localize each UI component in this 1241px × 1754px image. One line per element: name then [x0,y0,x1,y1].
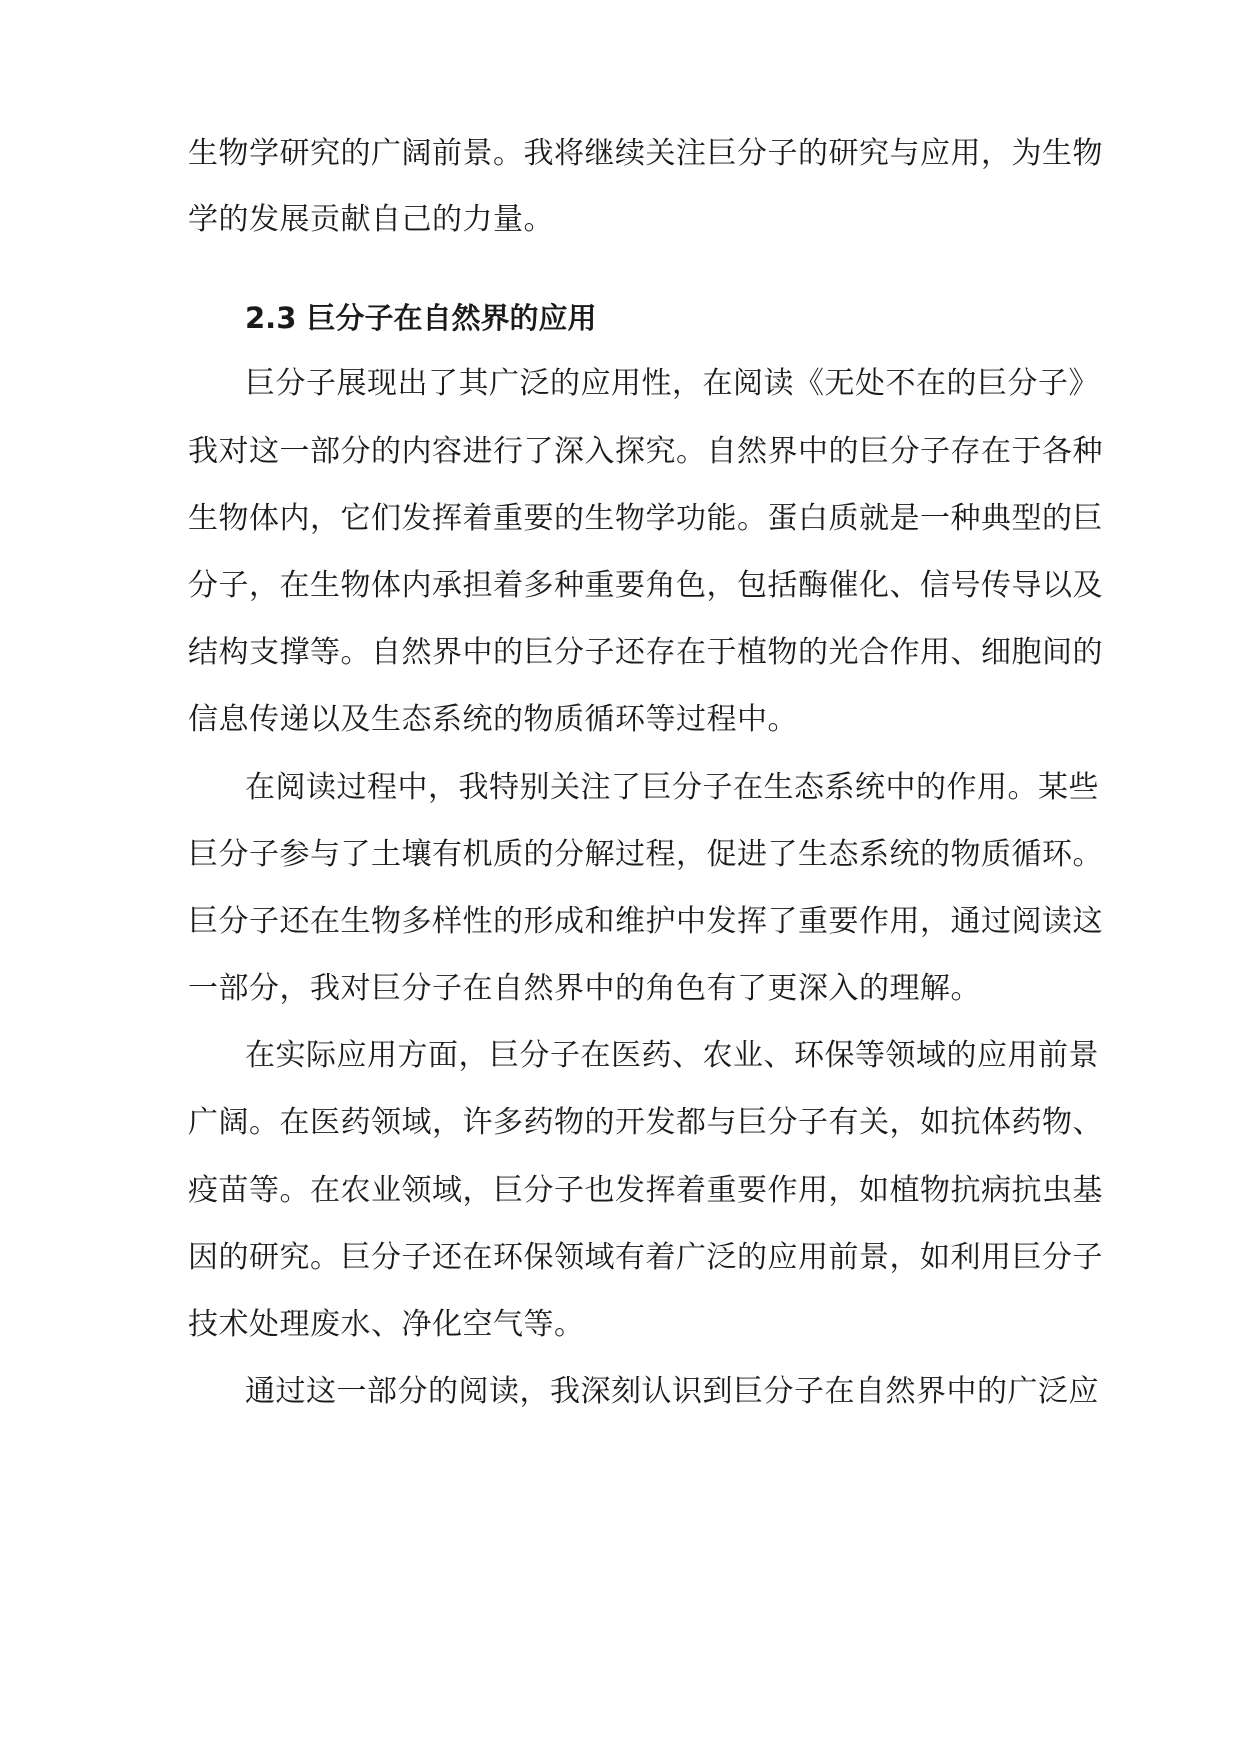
paragraph-line: 巨分子还在生物多样性的形成和维护中发挥了重要作用，通过阅读这 [188,904,1103,939]
paragraph-line: 信息传递以及生态系统的物质循环等过程中。 [188,702,798,737]
paragraph-line: 结构支撑等。自然界中的巨分子还存在于植物的光合作用、细胞间的 [188,635,1103,670]
paragraph-line: 巨分子展现出了其广泛的应用性，在阅读《无处不在的巨分子》 [245,366,1099,401]
paragraph-line: 疫苗等。在农业领域，巨分子也发挥着重要作用，如植物抗病抗虫基 [188,1173,1103,1208]
paragraph-line: 我对这一部分的内容进行了深入探究。自然界中的巨分子存在于各种 [188,434,1103,469]
paragraph-line: 在阅读过程中，我特别关注了巨分子在生态系统中的作用。某些 [245,770,1099,805]
paragraph-line: 生物学研究的广阔前景。我将继续关注巨分子的研究与应用，为生物 [188,136,1103,171]
paragraph-line: 分子，在生物体内承担着多种重要角色，包括酶催化、信号传导以及 [188,568,1103,603]
paragraph-line: 巨分子参与了土壤有机质的分解过程，促进了生态系统的物质循环。 [188,837,1103,872]
paragraph-line: 通过这一部分的阅读，我深刻认识到巨分子在自然界中的广泛应 [245,1374,1099,1409]
paragraph-line: 在实际应用方面，巨分子在医药、农业、环保等领域的应用前景 [245,1038,1099,1073]
paragraph-line: 学的发展贡献自己的力量。 [188,202,554,237]
paragraph-line: 技术处理废水、净化空气等。 [188,1307,585,1342]
section-heading: 2.3 巨分子在自然界的应用 [245,301,597,335]
paragraph-line: 一部分，我对巨分子在自然界中的角色有了更深入的理解。 [188,971,981,1006]
paragraph-line: 广阔。在医药领域，许多药物的开发都与巨分子有关，如抗体药物、 [188,1105,1103,1140]
paragraph-line: 生物体内，它们发挥着重要的生物学功能。蛋白质就是一种典型的巨 [188,501,1103,536]
paragraph-line: 因的研究。巨分子还在环保领域有着广泛的应用前景，如利用巨分子 [188,1240,1103,1275]
